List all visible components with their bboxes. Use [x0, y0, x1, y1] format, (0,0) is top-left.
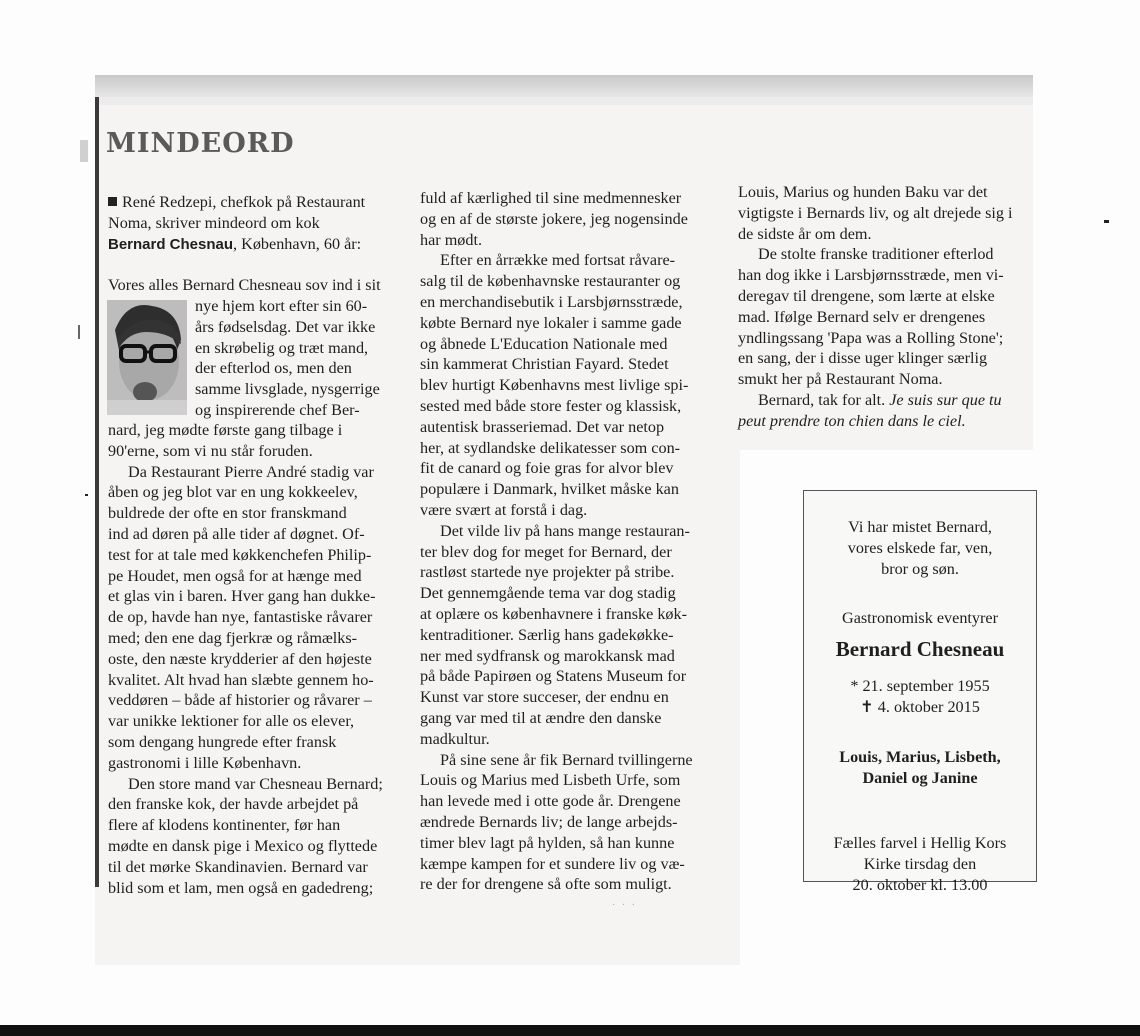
text-line: Louis, Marius og hunden Baku var det	[738, 183, 988, 201]
bullet-icon	[108, 197, 117, 206]
text-line: at oplære os københavnere i franske køk-	[420, 604, 688, 623]
death-notice	[803, 490, 1037, 894]
text-line: Kirke tirsdag den	[863, 854, 977, 873]
paragraph	[108, 462, 408, 774]
text-line: smukt her på Restaurant Noma.	[738, 370, 943, 389]
intro-byline	[108, 192, 408, 255]
text-line: De stolte franske traditioner efterlod	[758, 245, 994, 264]
text-line: ner med sydfransk og marokkansk mad	[420, 646, 675, 665]
text-line: Da Restaurant Pierre André stadig var	[128, 462, 374, 481]
text-line: test for at tale med køkkenchefen Philip-	[108, 545, 372, 564]
intro-name: Bernard Chesnau	[108, 235, 234, 253]
text-line: sested med både store fester og klassisk,	[420, 396, 682, 415]
text-line: Louis og Marius med Lisbeth Urfe, som	[420, 771, 681, 790]
text-line: et glas vin i baren. Hver gang han dukke-	[108, 587, 376, 606]
text-line: Je suis sur que tu	[889, 390, 1002, 409]
text-line: en merchandisebutik i Larsbjørnsstræde,	[420, 292, 683, 311]
text-line: Fælles farvel i Hellig Kors	[833, 833, 1007, 852]
text-line: han dog ikke i Larsbjørnsstræde, men vi-	[738, 266, 1004, 285]
text-line: deregav til drengene, som lærte at elske	[738, 286, 995, 305]
paragraph	[810, 747, 1030, 789]
text-line: oste, den næste krydderier af den højeste	[108, 649, 372, 668]
text-line: gastronomi i lille København.	[108, 753, 302, 772]
text-line: åben og jeg blot var en ung kokkeelev,	[108, 483, 358, 502]
portrait-photo	[107, 300, 187, 415]
text-line: den franske kok, der havde arbejdet på	[108, 795, 359, 814]
text-line: Bernard, tak for alt.	[758, 390, 890, 409]
scan-mark	[1104, 220, 1109, 223]
text-line: Louis, Marius, Lisbeth,	[839, 747, 1001, 766]
notice-funeral	[810, 833, 1030, 896]
text-line: blid som et lam, men også en gadedreng;	[108, 878, 374, 897]
scan-mark	[85, 494, 88, 496]
column-3-text	[738, 182, 1038, 432]
scan-artifact: · · ·	[612, 900, 637, 911]
intro-line-3: , København, 60 år:	[233, 234, 362, 253]
text-line: fuld af kærlighed til sine medmennesker	[420, 189, 682, 207]
text-line: ind ad døren på alle tider af døgnet. Of-	[108, 524, 365, 543]
text-line: var unikke lektioner for alle os elever,	[108, 712, 355, 731]
paragraph	[420, 250, 725, 520]
column-rule	[95, 97, 99, 887]
text-line: Vores alles Bernard Chesneau sov ind i sit	[108, 276, 381, 294]
notice-born: * 21. september 1955	[850, 677, 990, 696]
text-line: 20. oktober kl. 13.00	[852, 875, 988, 894]
text-line: der efterlod os, men den	[195, 359, 352, 378]
text-line: buldrede der ofte en stor franskmand	[108, 504, 347, 523]
text-line: en skrøbelig og træt mand,	[195, 338, 369, 357]
paragraph	[195, 296, 407, 421]
paragraph	[108, 420, 408, 462]
notice-family	[810, 747, 1030, 789]
column-1-first-line	[108, 275, 408, 296]
scan-mark	[78, 325, 80, 339]
text-line: flere af klodens kontinenter, før han	[108, 816, 341, 835]
text-line: rastløst startede nye projekter på stribe.	[420, 563, 675, 582]
paragraph	[108, 774, 408, 899]
portrait-illustration	[107, 300, 187, 415]
text-line: være svært at forstå i dag.	[420, 500, 588, 519]
text-line: På sine sene år fik Bernard tvillingerne	[440, 750, 693, 769]
notice-subtitle: Gastronomisk eventyrer	[842, 609, 998, 628]
text-line: og en af de største jokere, jeg nogensinde	[420, 209, 688, 228]
text-line: Den store mand var Chesneau Bernard;	[128, 774, 383, 793]
text-line: kæmpe kampen for et sundere liv og væ-	[420, 854, 685, 873]
text-line: re der for drengene så ofte som muligt.	[420, 875, 672, 894]
notice-name: Bernard Chesneau	[835, 637, 1005, 662]
column-2-text	[420, 188, 725, 895]
paragraph	[738, 244, 1038, 390]
text-line: har mødt.	[420, 230, 483, 249]
text-line: peut prendre ton chien dans le ciel.	[738, 411, 966, 430]
text-line: Vi har mistet Bernard,	[848, 518, 992, 537]
text-line: her, at sydlandske delikatesser som con-	[420, 438, 681, 457]
text-line: til det mørke Skandinavien. Bernard var	[108, 857, 368, 876]
text-line: mad. Ifølge Bernard selv er drengenes	[738, 307, 986, 326]
text-line: Det gennemgående tema var dog stadig	[420, 584, 676, 603]
text-line: blev hurtigt Københavns mest livlige spi-	[420, 376, 689, 395]
text-line: på både Papirøen og Statens Museum for	[420, 667, 687, 686]
text-line: Daniel og Janine	[862, 768, 978, 787]
scan-bottom-edge	[0, 1025, 1140, 1036]
text-line: års fødselsdag. Det var ikke	[195, 317, 376, 336]
paragraph	[420, 188, 725, 250]
text-line: Efter en årrække med fortsat råvare-	[440, 251, 676, 270]
text-line: nye hjem kort efter sin 60-	[195, 297, 368, 315]
text-line: yndlingssang 'Papa was a Rolling Stone';	[738, 328, 1004, 347]
text-line: Kunst var store succeser, der endnu en	[420, 688, 669, 707]
text-line: samme livsglade, nysgerrige	[195, 380, 380, 399]
text-line: og inspirerende chef Ber-	[195, 400, 360, 419]
text-line: som dengang hungrede efter fransk	[108, 732, 337, 751]
text-line: timer blev lagt på hylden, så han kunne	[420, 833, 675, 852]
text-line: pe Houdet, men også for at hænge med	[108, 566, 362, 585]
text-line: ændrede Bernards liv; de lange arbejds-	[420, 812, 678, 831]
notice-died: ✝ 4. oktober 2015	[860, 698, 980, 717]
text-line: fit de canard og foie gras for alvor blev	[420, 459, 674, 478]
text-line: mødte en dansk pige i Mexico og flyttede	[108, 836, 378, 855]
paragraph	[810, 833, 1030, 896]
text-line: med; den ene dag fjerkræ og råmælks-	[108, 628, 358, 647]
text-line: ter blev dog for meget for Bernard, der	[420, 542, 672, 561]
text-line: han levede med i otte gode år. Drengene	[420, 792, 681, 811]
column-1-wrap-text	[195, 296, 407, 421]
text-line: autentisk brasseriemad. Det var netop	[420, 417, 665, 436]
text-line: veddøren – både af historier og råvarer –	[108, 691, 372, 710]
text-line: de sidste år om dem.	[738, 224, 872, 243]
clipping-top-band	[95, 75, 1033, 97]
text-line: en sang, der i disse uger klinger særlig	[738, 349, 988, 368]
paragraph	[738, 390, 1038, 432]
paragraph	[810, 517, 1030, 580]
section-heading: MINDEORD	[106, 128, 295, 159]
heading-marker	[80, 140, 88, 162]
text-line: købte Bernard nye lokaler i samme gade	[420, 313, 682, 332]
text-line: vores elskede far, ven,	[847, 539, 993, 558]
text-line: 90'erne, som vi nu står foruden.	[108, 441, 313, 460]
text-line: de op, havde han nye, fantastiske råvarer	[108, 608, 373, 627]
paragraph	[420, 521, 725, 750]
text-line: og åbnede L'Education Nationale med	[420, 334, 668, 353]
clipping-top-band-light	[95, 97, 1033, 105]
notice-announcement	[810, 517, 1030, 580]
text-line: sin kammerat Christian Fayard. Stedet	[420, 355, 669, 374]
text-line: salg til de københavnske restauranter og	[420, 272, 681, 291]
text-line: populære i Danmark, hvilket måske kan	[420, 480, 679, 499]
paragraph	[420, 750, 725, 896]
column-1-text	[108, 420, 408, 898]
text-line: nard, jeg mødte første gang tilbage i	[108, 421, 343, 439]
text-line: kentraditioner. Særlig hans gadekøkke-	[420, 625, 674, 644]
text-line: Det vilde liv på hans mange restauran-	[440, 521, 690, 540]
intro-line-1: René Redzepi, chefkok på Restaurant	[122, 193, 366, 211]
text-line: vigtigste i Bernards liv, og alt drejede sig i	[738, 203, 1013, 222]
text-line: gang var med til at ændre den danske	[420, 708, 662, 727]
text-line: bror og søn.	[881, 560, 959, 579]
text-line: madkultur.	[420, 729, 490, 748]
text-line: kvalitet. Alt hvad han slæbte gennem ho-	[108, 670, 374, 689]
paragraph	[738, 182, 1038, 244]
intro-line-2: Noma, skriver mindeord om kok	[108, 213, 320, 232]
